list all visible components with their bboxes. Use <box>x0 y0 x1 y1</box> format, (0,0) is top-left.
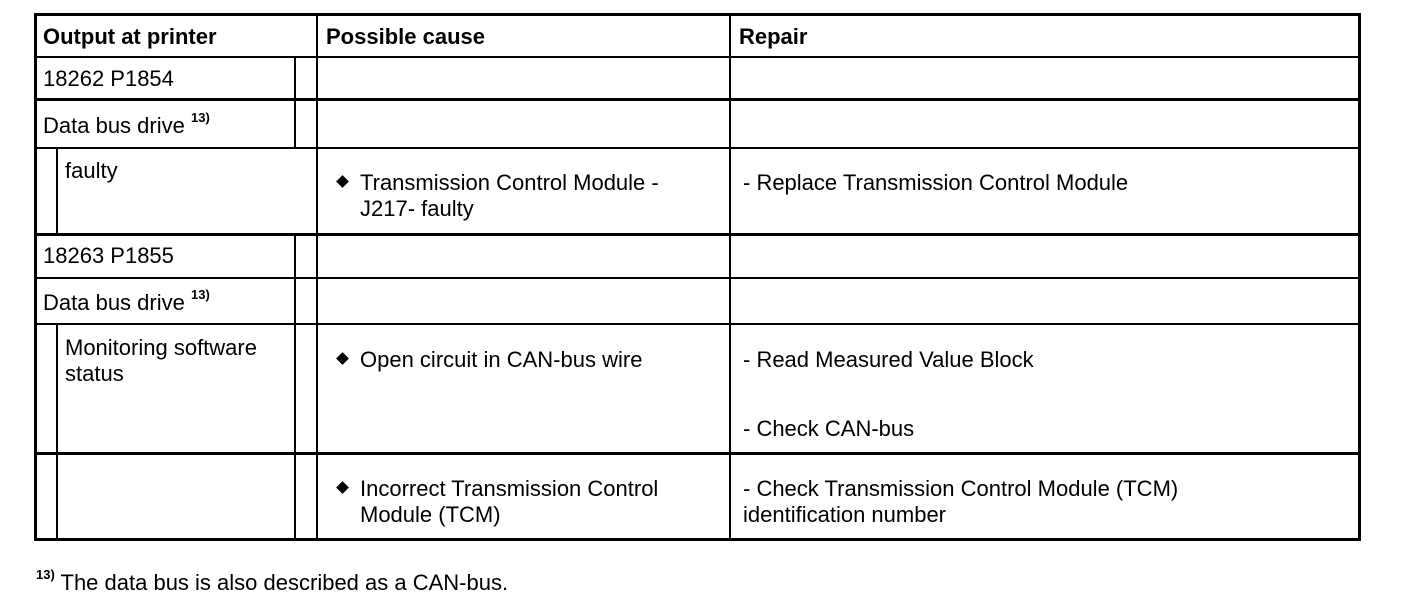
row-divider <box>34 98 1361 101</box>
fault-condition: Monitoring software <box>65 335 257 360</box>
row-divider <box>34 323 1361 325</box>
footnote-marker: 13) <box>36 567 55 582</box>
fault-label: Data bus drive $^{13)}$ <box>43 287 210 315</box>
table-border-top <box>34 13 1361 16</box>
row-divider <box>34 233 1361 236</box>
bullet-icon <box>336 175 349 188</box>
row-divider <box>34 277 1361 279</box>
fault-code: 18262 P1854 <box>43 66 174 91</box>
cause-text: Open circuit in CAN-bus wire <box>360 347 643 372</box>
fault-condition: faulty <box>65 158 118 183</box>
footnote-ref: 13) <box>190 287 210 302</box>
sub-column-divider <box>294 233 296 541</box>
repair-text: - Check CAN-bus <box>743 416 915 441</box>
repair-text: - Check Transmission Control Module (TCM) <box>743 476 1179 501</box>
cause-text: Incorrect Transmission Control <box>360 476 659 501</box>
row-divider <box>34 147 1361 149</box>
footnote-text: The data bus is also described as a CAN-bus. <box>54 570 509 595</box>
row-divider <box>34 452 1361 455</box>
cause-text: Module (TCM) <box>360 502 501 527</box>
column-divider <box>729 13 731 541</box>
repair-text: identification number <box>743 502 947 527</box>
bullet-icon <box>336 352 349 365</box>
footnote <box>36 567 509 596</box>
fault-condition: status <box>65 361 124 386</box>
repair-text: - Replace Transmission Control Module <box>743 170 1129 195</box>
footnote-ref: 13) <box>190 110 210 125</box>
table-border-bottom <box>34 538 1361 541</box>
sub-column-divider <box>294 56 296 148</box>
table-border-left <box>34 13 37 541</box>
fault-code: 18263 P1855 <box>43 243 174 268</box>
fault-label: Data bus drive $^{13)}$ <box>43 110 210 138</box>
header-output: Output at printer <box>43 24 217 49</box>
header-cause: Possible cause <box>326 24 485 49</box>
indent-divider <box>56 323 58 541</box>
repair-text: - Read Measured Value Block <box>743 347 1034 372</box>
table-border-right <box>1358 13 1361 541</box>
cause-text: Transmission Control Module - <box>360 170 659 195</box>
bullet-icon <box>336 481 349 494</box>
header-repair: Repair <box>739 24 808 49</box>
row-divider <box>34 56 1361 58</box>
cause-text: J217- faulty <box>360 196 474 221</box>
column-divider <box>316 13 318 541</box>
indent-divider <box>56 147 58 235</box>
